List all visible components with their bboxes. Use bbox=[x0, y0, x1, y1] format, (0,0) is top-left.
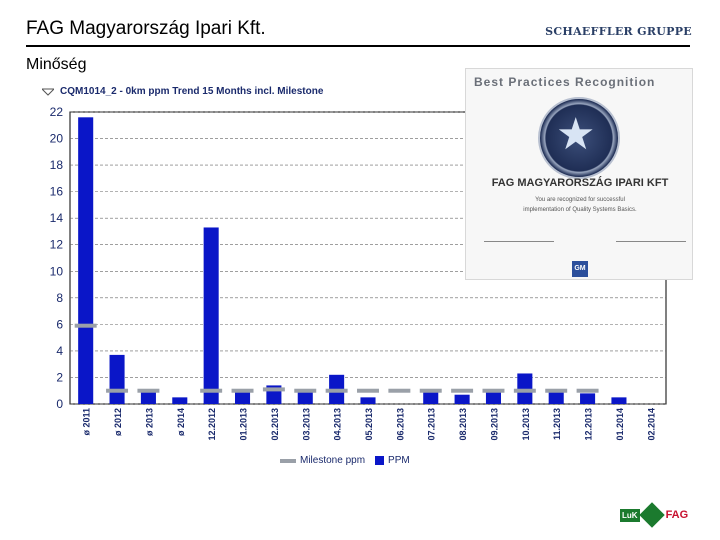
x-tick-label: 08.2013 bbox=[458, 408, 469, 441]
y-tick-label: 22 bbox=[49, 105, 63, 119]
x-tick-label: 07.2013 bbox=[426, 408, 437, 441]
legend-ppm-swatch bbox=[375, 456, 384, 465]
milestone-marker bbox=[357, 389, 379, 393]
x-tick-label: 06.2013 bbox=[395, 408, 406, 441]
x-tick-label: ø 2013 bbox=[144, 408, 155, 437]
certificate-image bbox=[465, 68, 693, 280]
x-tick-label: 12.2012 bbox=[207, 408, 218, 441]
seal-icon bbox=[538, 97, 620, 179]
milestone-marker bbox=[577, 389, 599, 393]
milestone-marker bbox=[294, 389, 316, 393]
fag-logo: FAG bbox=[665, 509, 689, 521]
milestone-marker bbox=[75, 324, 97, 328]
milestone-marker bbox=[545, 389, 567, 393]
ppm-bar bbox=[204, 227, 219, 404]
y-tick-label: 0 bbox=[56, 397, 63, 411]
y-tick-label: 14 bbox=[49, 211, 63, 226]
ppm-bar bbox=[78, 117, 93, 404]
ppm-bar bbox=[360, 397, 375, 404]
milestone-marker bbox=[482, 389, 504, 393]
milestone-marker bbox=[137, 389, 159, 393]
milestone-marker bbox=[420, 389, 442, 393]
x-tick-label: 04.2013 bbox=[332, 408, 343, 441]
x-tick-label: 10.2013 bbox=[520, 408, 531, 441]
milestone-marker bbox=[514, 389, 536, 393]
ppm-bar bbox=[172, 397, 187, 404]
x-tick-label: 05.2013 bbox=[364, 408, 374, 441]
y-tick-label: 2 bbox=[56, 370, 63, 385]
page-subtitle: Minőség bbox=[26, 56, 87, 73]
legend-milestone-label: Milestone ppm bbox=[300, 455, 366, 466]
milestone-marker bbox=[388, 389, 410, 393]
milestone-marker bbox=[326, 389, 348, 393]
ppm-bar bbox=[611, 397, 626, 404]
certificate-line-2: implementation of Quality Systems Basics. bbox=[523, 207, 637, 213]
x-tick-label: ø 2014 bbox=[175, 408, 186, 437]
milestone-marker bbox=[200, 389, 222, 393]
star-icon: ★ bbox=[556, 110, 596, 159]
x-tick-label: 11.2013 bbox=[552, 408, 563, 441]
milestone-marker bbox=[451, 389, 473, 393]
legend-milestone-swatch bbox=[280, 459, 296, 463]
page-title: FAG Magyarország Ipari Kft. bbox=[26, 18, 266, 39]
x-tick-label: ø 2011 bbox=[81, 408, 92, 436]
legend-item-ppm bbox=[375, 455, 410, 466]
chart-title: CQM1014_2 - 0km ppm Trend 15 Months incl. Milestone bbox=[60, 86, 324, 97]
ppm-bar bbox=[455, 395, 470, 404]
y-tick-label: 6 bbox=[56, 317, 63, 332]
milestone-marker bbox=[263, 387, 285, 391]
y-tick-label: 18 bbox=[49, 158, 63, 173]
y-tick-label: 12 bbox=[49, 237, 63, 252]
x-tick-labels bbox=[82, 408, 657, 441]
luk-logo: LuK bbox=[622, 510, 638, 520]
x-tick-label: ø 2012 bbox=[113, 408, 124, 437]
x-tick-label: 01.2014 bbox=[614, 408, 625, 441]
certificate-heading: Best Practices Recognition bbox=[474, 75, 656, 89]
legend-item-milestone bbox=[280, 455, 365, 466]
brand-logo: SCHAEFFLER GRUPPE bbox=[545, 25, 692, 38]
signature-left bbox=[484, 241, 554, 242]
y-tick-label: 16 bbox=[49, 184, 63, 199]
signature-right bbox=[616, 241, 686, 242]
certificate-line-1: You are recognized for successful bbox=[535, 197, 625, 203]
milestone-marker bbox=[106, 389, 128, 393]
x-tick-label: 03.2013 bbox=[301, 408, 312, 441]
milestone-marker bbox=[232, 389, 254, 393]
x-tick-label: 02.2013 bbox=[269, 408, 280, 441]
y-tick-label: 10 bbox=[49, 264, 63, 279]
ppm-bar bbox=[580, 393, 595, 404]
gm-logo: GM bbox=[572, 261, 588, 277]
x-tick-label: 01.2013 bbox=[238, 408, 249, 441]
y-tick-label: 4 bbox=[56, 343, 63, 358]
ppm-bar bbox=[110, 355, 125, 404]
chart-legend bbox=[280, 455, 420, 466]
y-tick-label: 8 bbox=[56, 290, 63, 305]
y-tick-label: 20 bbox=[49, 131, 63, 146]
x-tick-label: 09.2013 bbox=[489, 408, 500, 441]
legend-ppm-label: PPM bbox=[388, 455, 410, 466]
x-tick-label: 12.2013 bbox=[583, 408, 594, 441]
y-tick-labels bbox=[50, 105, 64, 411]
ina-logo-icon bbox=[639, 502, 664, 527]
certificate-company: FAG MAGYARORSZÁG IPARI KFT bbox=[491, 177, 669, 189]
x-tick-label: 02.2014 bbox=[646, 408, 657, 441]
footer-logos bbox=[620, 506, 688, 524]
